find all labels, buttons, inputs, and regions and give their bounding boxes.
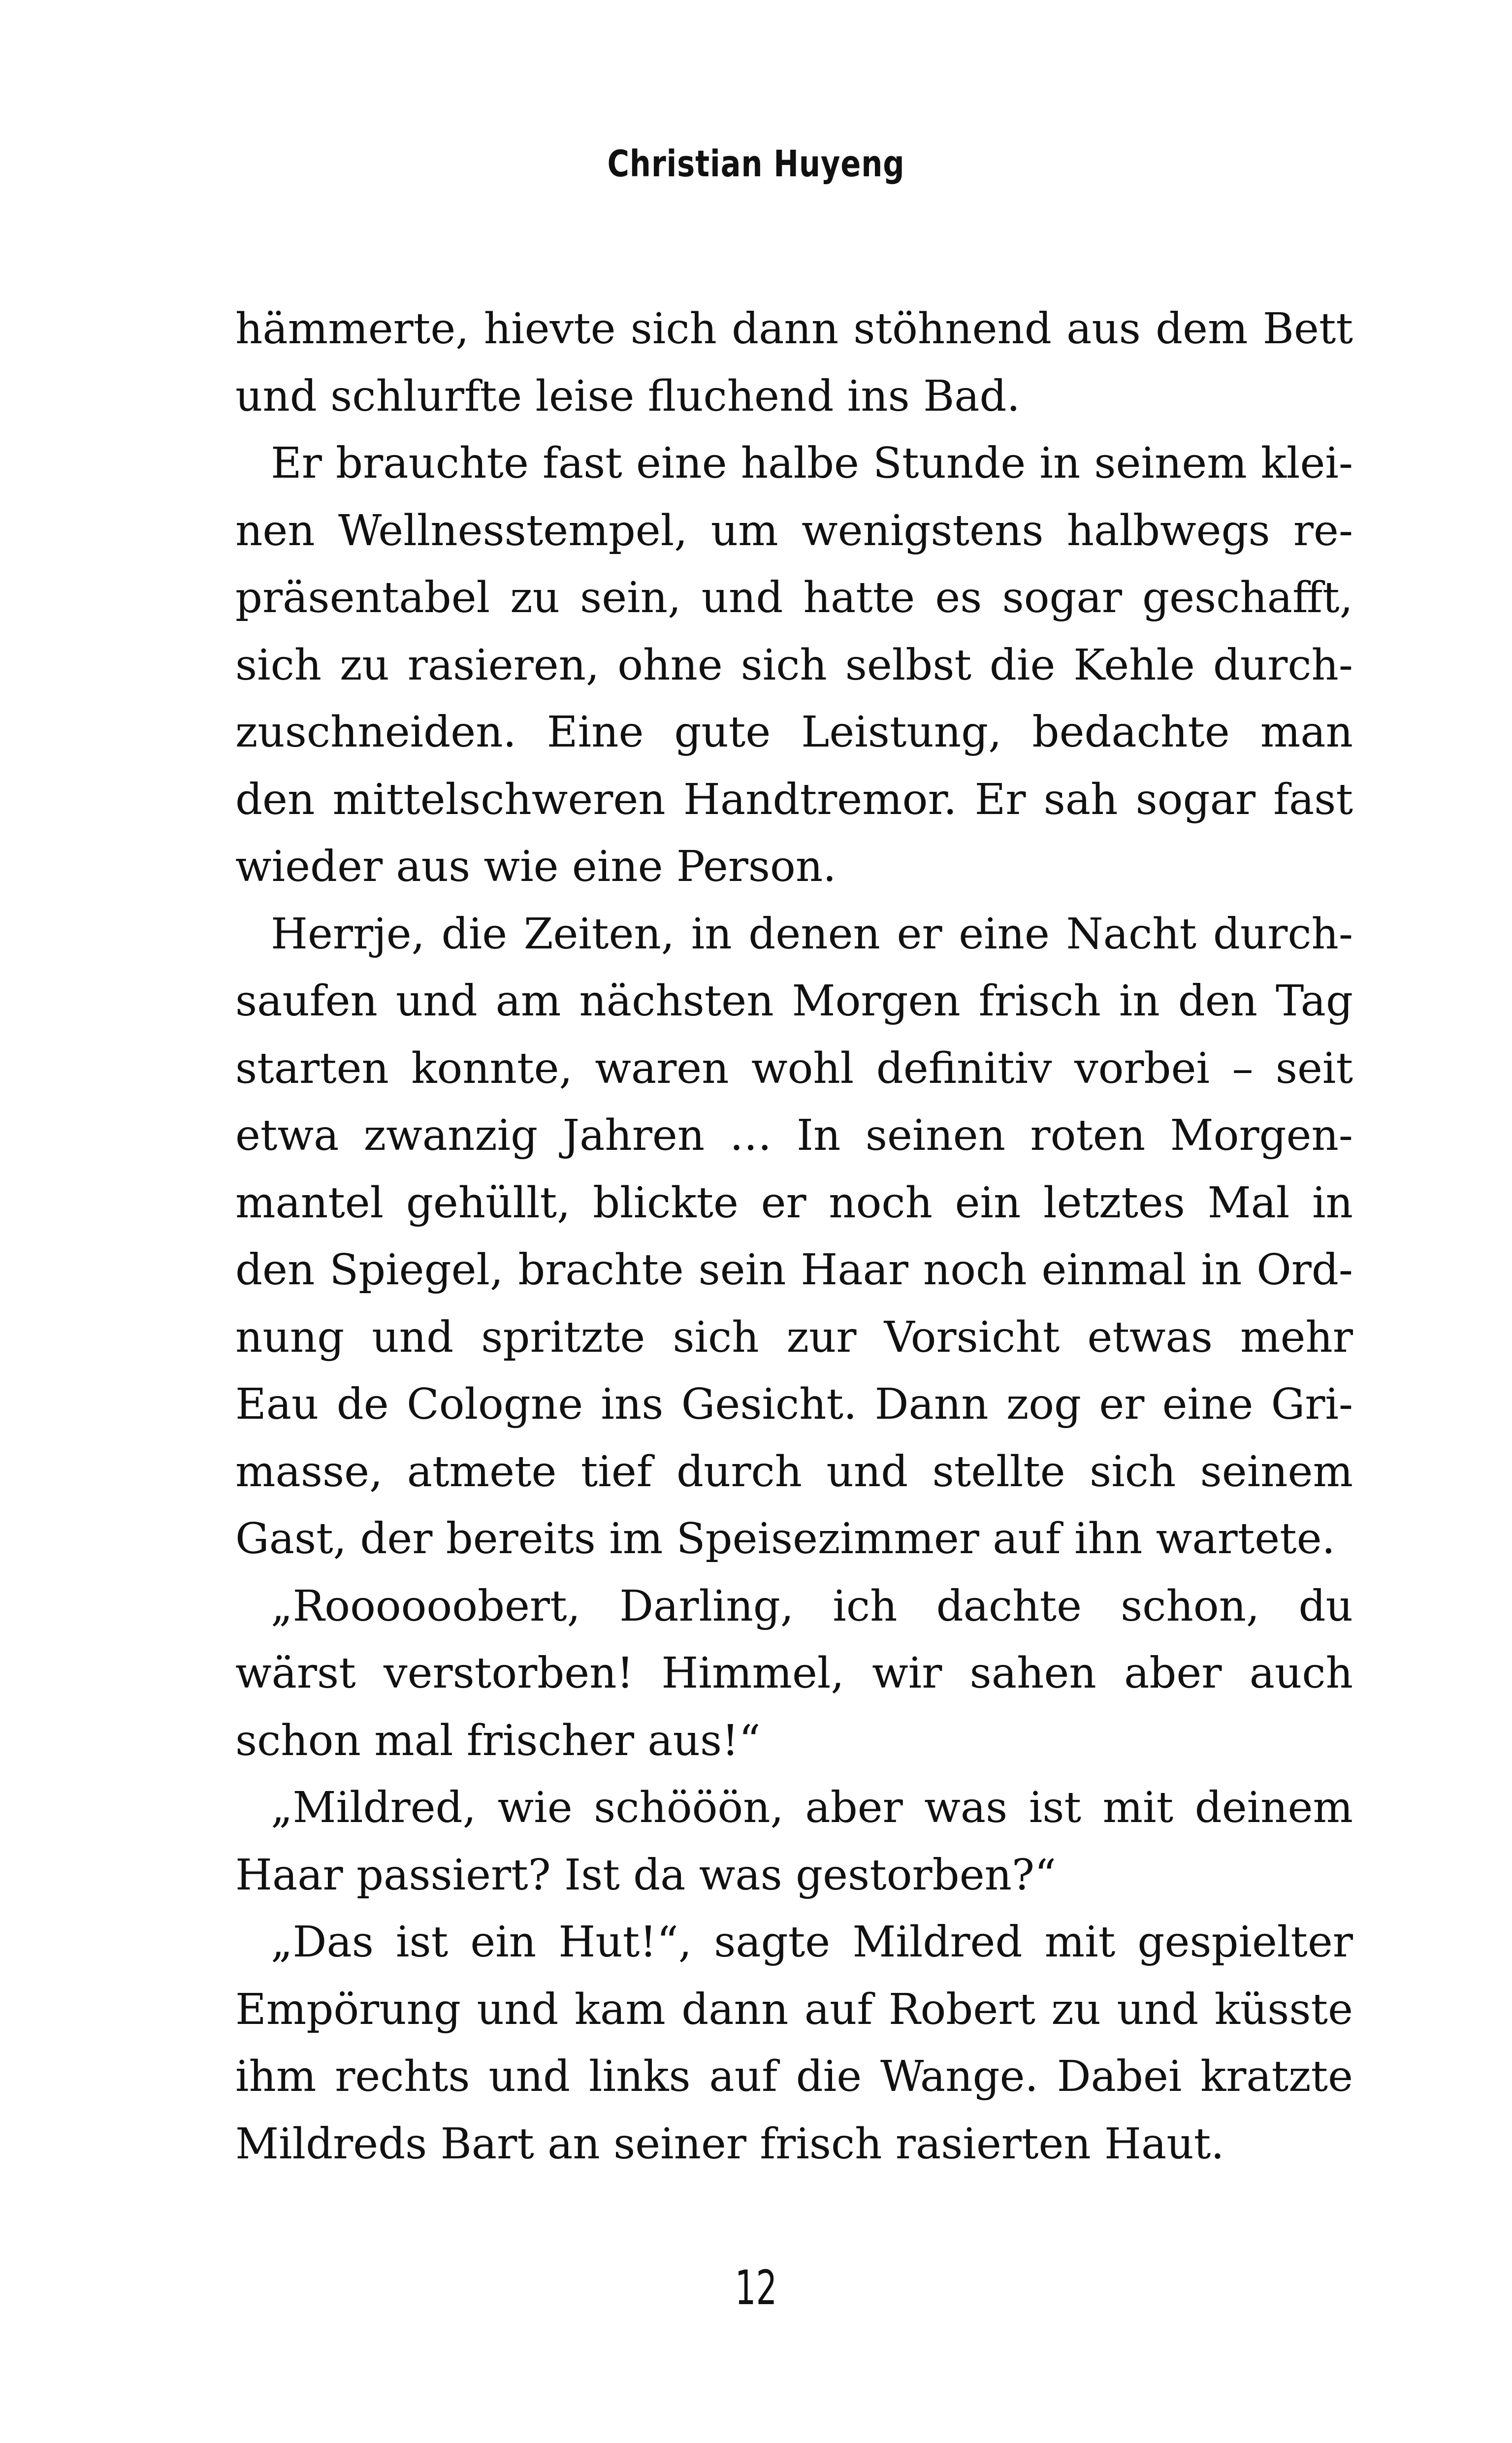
text-line: Empörung und kam dann auf Robert zu und küsste: [235, 1985, 1353, 2034]
page-number: 12: [735, 2260, 777, 2315]
text-line: ihm rechts und links auf die Wange. Dabei kratzte: [235, 2052, 1353, 2101]
text-line: den mittelschweren Handtremor. Er sah sogar fast: [235, 775, 1353, 824]
text-line: den Spiegel, brachte sein Haar noch einmal in Ord-: [235, 1245, 1353, 1295]
text-line: wieder aus wie eine Person.: [235, 842, 836, 891]
running-header: Christian Huyeng: [607, 143, 905, 185]
text-line: wärst verstorben! Himmel, wir sahen aber auch: [235, 1649, 1353, 1698]
text-line: Haar passiert? Ist da was gestorben?“: [235, 1850, 1057, 1900]
text-line: sich zu rasieren, ohne sich selbst die Kehle durch-: [235, 640, 1353, 690]
text-line: „Mildred, wie schööön, aber was ist mit deinem: [271, 1783, 1353, 1832]
text-line: Eau de Cologne ins Gesicht. Dann zog er eine Gri-: [235, 1380, 1353, 1429]
text-line: „Roooooobert, Darling, ich dachte schon, du: [271, 1581, 1353, 1631]
text-line: Er brauchte fast eine halbe Stunde in seinem klei-: [271, 439, 1353, 488]
text-line: Gast, der bereits im Speisezimmer auf ihn wartete.: [235, 1514, 1335, 1564]
text-line: präsentabel zu sein, und hatte es sogar geschafft,: [235, 573, 1353, 622]
text-line: schon mal frischer aus!“: [235, 1716, 761, 1765]
text-line: Herrje, die Zeiten, in denen er eine Nacht durch-: [271, 909, 1353, 959]
text-line: saufen und am nächsten Morgen frisch in den Tag: [235, 977, 1353, 1026]
text-line: und schlurfte leise fluchend ins Bad.: [235, 371, 1020, 421]
text-line: „Das ist ein Hut!“, sagte Mildred mit gespielter: [271, 1918, 1353, 1967]
text-line: nen Wellnesstempel, um wenigstens halbwegs re-: [235, 506, 1353, 555]
text-line: Mildreds Bart an seiner frisch rasierten Haut.: [235, 2119, 1224, 2169]
text-line: mantel gehüllt, blickte er noch ein letztes Mal in: [235, 1178, 1353, 1228]
text-line: etwa zwanzig Jahren … In seinen roten Morgen-: [235, 1111, 1353, 1160]
text-line: zuschneiden. Eine gute Leistung, bedachte man: [235, 708, 1353, 757]
body-text: [235, 295, 1353, 2178]
text-line: starten konnte, waren wohl definitiv vorbei – seit: [235, 1043, 1353, 1093]
text-line: hämmerte, hievte sich dann stöhnend aus dem Bett: [235, 304, 1353, 354]
text-line: nung und spritzte sich zur Vorsicht etwas mehr: [235, 1312, 1353, 1362]
text-line: masse, atmete tief durch und stellte sich seinem: [235, 1447, 1353, 1497]
